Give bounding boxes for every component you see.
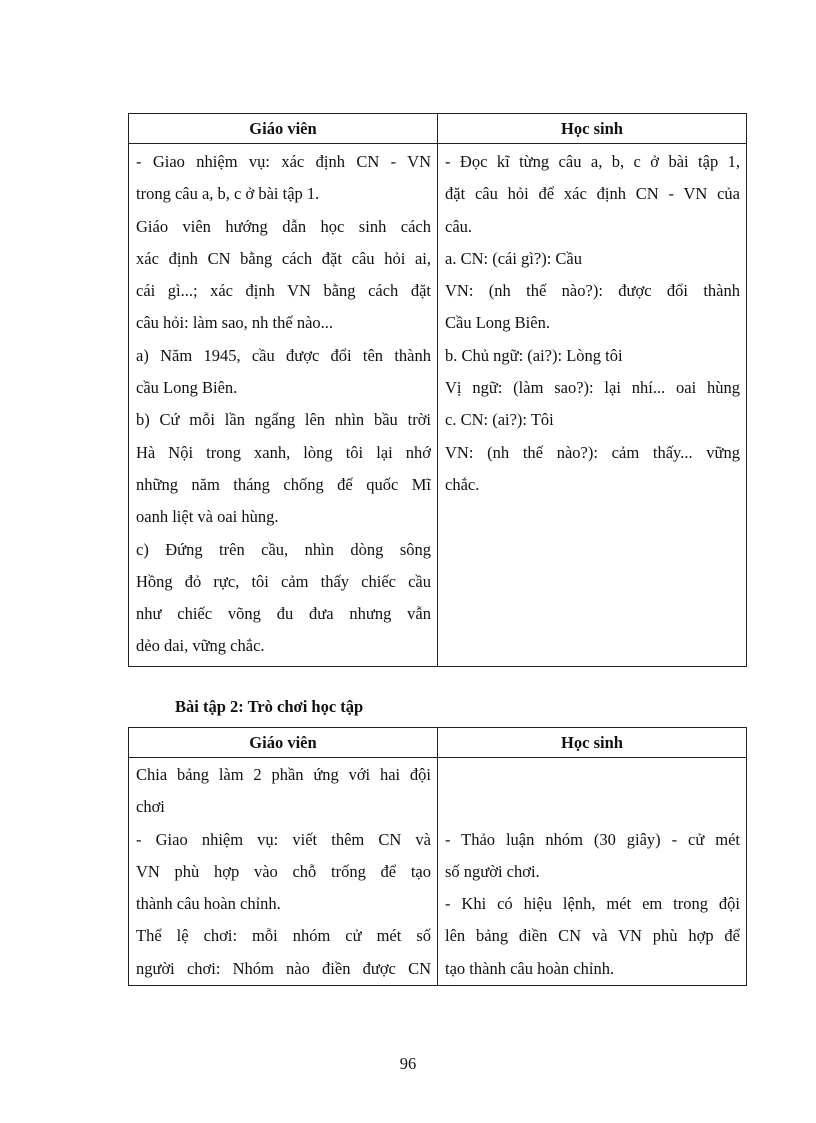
section-title: Bài tập 2: Trò chơi học tập — [175, 697, 364, 716]
student-cell — [438, 758, 747, 986]
text-line — [445, 791, 740, 823]
text-line: như chiếc võng đu đưa nhưng vẫn — [136, 604, 431, 624]
text-line: Giáo viên hướng dẫn học sinh cách — [136, 216, 431, 236]
header-student: Học sinh — [438, 114, 747, 144]
text-line: VN: (nh thế nào?): cảm thấy... vững — [445, 442, 740, 462]
text-line: a) Năm 1945, cầu được đổi tên thành — [136, 345, 431, 365]
text-line: c. CN: (ai?): Tôi — [445, 410, 554, 430]
text-line: trong câu a, b, c ở bài tập 1. — [136, 184, 320, 204]
text-line: a. CN: (cái gì?): Cầu — [445, 248, 582, 268]
task2-table — [128, 727, 747, 986]
text-line: cầu Long Biên. — [136, 378, 238, 398]
text-line: những năm tháng chống đế quốc Mĩ — [136, 474, 431, 494]
text-line: VN phù hợp vào chỗ trống để tạo — [136, 861, 431, 881]
page-number: 96 — [399, 1054, 417, 1073]
text-line: người chơi: Nhóm nào điền được CN — [136, 958, 431, 978]
table-row — [129, 758, 747, 986]
teacher-cell — [129, 144, 438, 667]
text-line: tạo thành câu hoàn chỉnh. — [445, 958, 615, 978]
text-line: b) Cứ mỗi lần ngẩng lên nhìn bầu trời — [136, 410, 431, 430]
header-student: Học sinh — [438, 728, 747, 758]
text-line: Hà Nội trong xanh, lòng tôi lại nhớ — [136, 442, 431, 462]
table-header-row — [129, 728, 747, 758]
text-line: xác định CN bằng cách đặt câu hỏi ai, — [136, 248, 431, 268]
table-header-row — [129, 114, 747, 144]
text-line: dẻo dai, vững chắc. — [136, 636, 265, 656]
text-line: cái gì...; xác định VN bằng cách đặt — [136, 281, 431, 301]
text-line: Hồng đỏ rực, tôi cảm thấy chiếc cầu — [136, 571, 431, 591]
student-cell — [438, 144, 747, 667]
teacher-cell — [129, 758, 438, 986]
text-line: câu. — [445, 216, 473, 236]
text-line: - Giao nhiệm vụ: viết thêm CN và — [136, 829, 431, 849]
text-line: VN: (nh thế nào?): được đổi thành — [445, 281, 740, 301]
text-line: số người chơi. — [445, 861, 540, 881]
text-line: - Thảo luận nhóm (30 giây) - cử mét — [445, 829, 740, 849]
text-line: Thể lệ chơi: mỗi nhóm cử mét số — [136, 926, 431, 946]
text-line: thành câu hoàn chỉnh. — [136, 894, 281, 914]
header-teacher: Giáo viên — [129, 728, 438, 758]
text-line: b. Chủ ngữ: (ai?): Lòng tôi — [445, 345, 623, 365]
text-line: Chia bảng làm 2 phần ứng với hai đội — [136, 765, 431, 784]
text-line: lên bảng điền CN và VN phù hợp để — [445, 926, 740, 946]
task1-table — [128, 113, 747, 667]
text-line: Cầu Long Biên. — [445, 313, 550, 333]
text-line: chơi — [136, 797, 165, 817]
text-line: đặt câu hỏi để xác định CN - VN của — [445, 184, 740, 204]
text-line: - Khi có hiệu lệnh, mét em trong đội — [445, 894, 740, 914]
text-line: - Giao nhiệm vụ: xác định CN - VN — [136, 152, 431, 171]
header-teacher: Giáo viên — [129, 114, 438, 144]
text-line: Vị ngữ: (làm sao?): lại nhí... oai hùng — [445, 378, 740, 398]
text-line: c) Đứng trên cầu, nhìn dòng sông — [136, 539, 431, 559]
text-line — [445, 759, 740, 791]
text-line: oanh liệt và oai hùng. — [136, 507, 279, 527]
text-line: - Đọc kĩ từng câu a, b, c ở bài tập 1, — [445, 152, 740, 171]
text-line: câu hỏi: làm sao, nh thế nào... — [136, 313, 334, 333]
table-row — [129, 144, 747, 667]
text-line: chắc. — [445, 474, 480, 494]
